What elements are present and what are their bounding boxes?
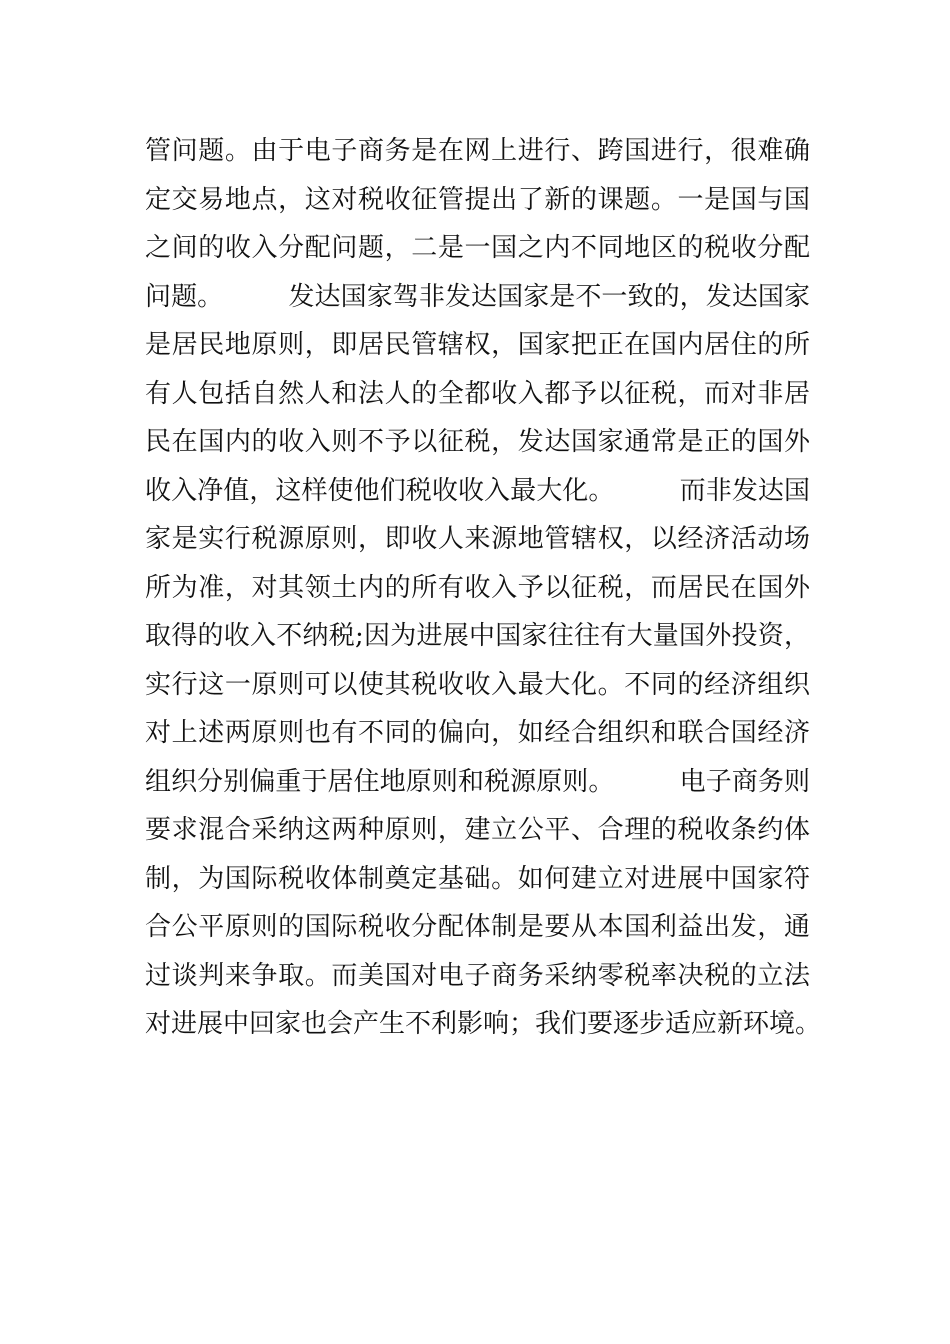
text-line: 是居民地原则，即居民管辖权，国家把正在国内居住的所 xyxy=(145,330,810,360)
text-line: 管问题。由于电子商务是在网上进行、跨国进行，很难确 xyxy=(145,136,810,166)
text-line: 所为准，对其领土内的所有收入予以征税，而居民在国外 xyxy=(145,572,810,603)
text-line: 有人包括自然人和法人的全都收入都予以征税，而对非居 xyxy=(145,378,810,409)
text-line: 定交易地点，这对税收征管提出了新的课题。一是国与国 xyxy=(145,184,810,215)
body-text xyxy=(145,127,822,1049)
text-line: 要求混合采纳这两种原则，建立公平、合理的税收条约体 xyxy=(145,815,810,845)
text-line: 之间的收入分配问题，二是一国之内不同地区的税收分配 xyxy=(145,233,810,263)
text-line: 民在国内的收入则不予以征税，发达国家通常是正的国外 xyxy=(145,427,810,457)
text-line: 对上述两原则也有不同的偏向，如经合组织和联合国经济 xyxy=(145,718,810,748)
text-line: 对进展中回家也会产生不利影响；我们要逐步适应新环境。 xyxy=(145,1009,822,1039)
text-line: 过谈判来争取。而美国对电子商务采纳零税率决税的立法 xyxy=(145,960,810,991)
text-line: 制，为国际税收体制奠定基础。如何建立对进展中国家符 xyxy=(145,863,810,894)
text-line: 取得的收入不纳税;因为进展中国家往往有大量国外投资， xyxy=(145,621,810,651)
text-line: 实行这一原则可以使其税收收入最大化。不同的经济组织 xyxy=(145,669,810,700)
text-line: 合公平原则的国际税收分配体制是要从本国利益出发，通 xyxy=(145,912,810,942)
text-line: 收入净值，这样使他们税收收入最大化。 而非发达国 xyxy=(145,475,810,506)
text-line: 问题。 发达国家驾非发达国家是不一致的，发达国家 xyxy=(145,281,810,312)
text-line: 组织分别偏重于居住地原则和税源原则。 电子商务则 xyxy=(145,766,810,797)
text-line: 家是实行税源原则，即收人来源地管辖权，以经济活动场 xyxy=(145,524,810,554)
